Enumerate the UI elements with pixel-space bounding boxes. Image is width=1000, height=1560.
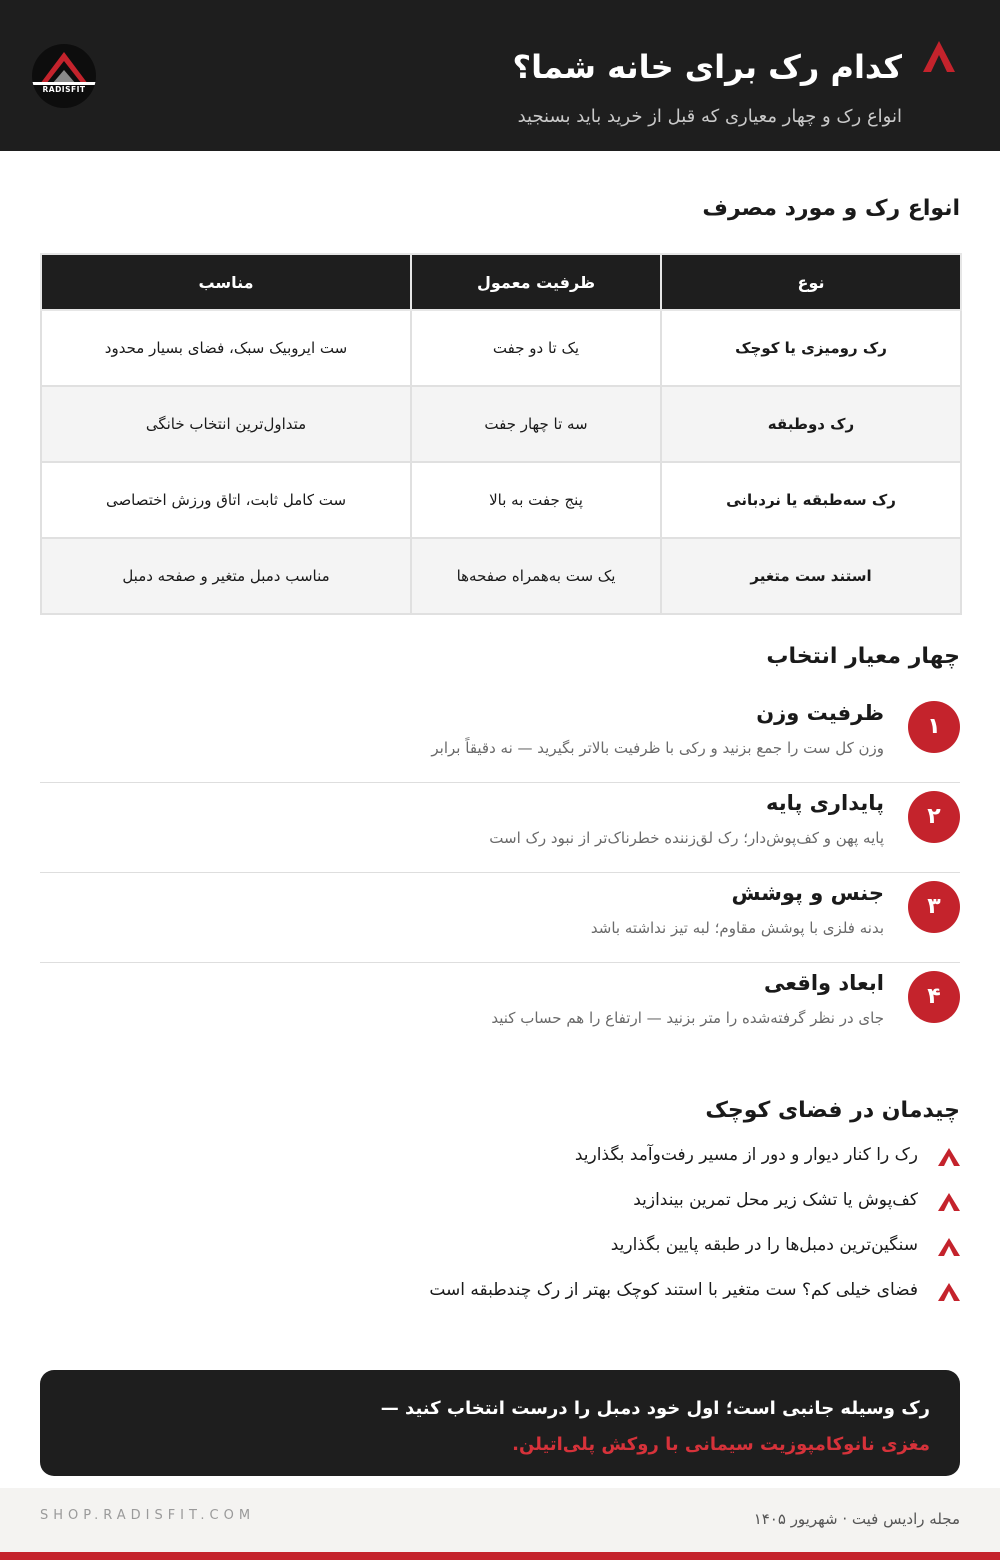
criteria-title: ظرفیت وزن: [756, 701, 884, 725]
suitable-cell: متداول‌ترین انتخاب خانگی: [41, 386, 411, 462]
criteria-number-badge: ۴: [908, 971, 960, 1023]
criteria-description: پایه پهن و کف‌پوش‌دار؛ رک لق‌زننده خطرناک‌تر از نبود رک است: [489, 829, 884, 847]
criteria-title: پایداری پایه: [765, 791, 884, 815]
type-cell: استند ست متغیر: [661, 538, 961, 614]
capacity-cell: سه تا چهار جفت: [411, 386, 661, 462]
table-row: [41, 310, 961, 386]
accent-bar: [0, 1552, 1000, 1560]
list-item: [40, 1280, 960, 1325]
criteria-heading: چهار معیار انتخاب: [766, 644, 960, 669]
chevron-up-icon: [938, 1148, 960, 1166]
page-footer: [0, 1488, 1000, 1560]
tip-text: رک را کنار دیوار و دور از مسیر رفت‌وآمد بگذارید: [574, 1145, 918, 1165]
tips-heading: چیدمان در فضای کوچک: [705, 1098, 960, 1123]
table-row: [41, 538, 961, 614]
chevron-up-icon: [938, 1238, 960, 1256]
criteria-item: [40, 783, 960, 873]
chevron-up-icon: [922, 40, 956, 74]
list-item: [40, 1235, 960, 1280]
list-item: [40, 1145, 960, 1190]
type-cell: رک رومیزی یا کوچک: [661, 310, 961, 386]
summary-note: [40, 1370, 960, 1476]
table-row: [41, 462, 961, 538]
tip-text: فضای خیلی کم؟ ست متغیر با استند کوچک بهتر از رک چندطبقه است: [429, 1280, 918, 1300]
chevron-up-icon: [938, 1193, 960, 1211]
type-cell: رک سه‌طبقه یا نردبانی: [661, 462, 961, 538]
page-subtitle: انواع رک و چهار معیاری که قبل از خرید باید بسنجید: [517, 106, 902, 127]
tip-text: سنگین‌ترین دمبل‌ها را در طبقه پایین بگذارید: [610, 1235, 918, 1255]
column-header-capacity: ظرفیت معمول: [411, 254, 661, 310]
tips-list: [40, 1145, 960, 1325]
criteria-number-badge: ۲: [908, 791, 960, 843]
radisfit-logo[interactable]: [32, 44, 96, 108]
criteria-list: [40, 693, 960, 1053]
column-header-type: نوع: [661, 254, 961, 310]
note-highlight: مغزی نانوکامپوزیت سیمانی با روکش پلی‌اتیلن.: [512, 1434, 930, 1455]
criteria-title: ابعاد واقعی: [763, 971, 884, 995]
criteria-title: جنس و پوشش: [731, 881, 884, 905]
criteria-description: وزن کل ست را جمع بزنید و رکی با ظرفیت بالاتر بگیرید — نه دقیقاً برابر: [431, 739, 884, 757]
criteria-description: بدنه فلزی با پوشش مقاوم؛ لبه تیز نداشته باشد: [590, 919, 884, 937]
criteria-number-badge: ۱: [908, 701, 960, 753]
shop-link[interactable]: SHOP.RADISFIT.COM: [40, 1508, 256, 1523]
capacity-cell: یک تا دو جفت: [411, 310, 661, 386]
chevron-up-icon: [938, 1283, 960, 1301]
list-item: [40, 1190, 960, 1235]
capacity-cell: یک ست به‌همراه صفحه‌ها: [411, 538, 661, 614]
criteria-number-badge: ۳: [908, 881, 960, 933]
rack-types-heading: انواع رک و مورد مصرف: [702, 196, 960, 221]
suitable-cell: ست ایروبیک سبک، فضای بسیار محدود: [41, 310, 411, 386]
column-header-suitable: مناسب: [41, 254, 411, 310]
logo-text: RADISFIT: [42, 85, 86, 94]
criteria-item: [40, 873, 960, 963]
capacity-cell: پنج جفت به بالا: [411, 462, 661, 538]
criteria-description: جای در نظر گرفته‌شده را متر بزنید — ارتفاع را هم حساب کنید: [491, 1009, 884, 1027]
page-header: [0, 0, 1000, 151]
criteria-item: [40, 693, 960, 783]
rack-types-table: [40, 253, 962, 615]
suitable-cell: ست کامل ثابت، اتاق ورزش اختصاصی: [41, 462, 411, 538]
magazine-issue: مجله رادیس فیت · شهریور ۱۴۰۵: [753, 1510, 960, 1528]
logo-mountain-icon: [32, 44, 96, 108]
table-header-row: [41, 254, 961, 310]
suitable-cell: مناسب دمبل متغیر و صفحه دمبل: [41, 538, 411, 614]
page-title: کدام رک برای خانه شما؟: [512, 48, 902, 86]
type-cell: رک دوطبقه: [661, 386, 961, 462]
table-row: [41, 386, 961, 462]
tip-text: کف‌پوش یا تشک زیر محل تمرین بیندازید: [633, 1190, 918, 1210]
note-line: رک وسیله جانبی است؛ اول خود دمبل را درست انتخاب کنید —: [380, 1398, 930, 1419]
criteria-item: [40, 963, 960, 1053]
